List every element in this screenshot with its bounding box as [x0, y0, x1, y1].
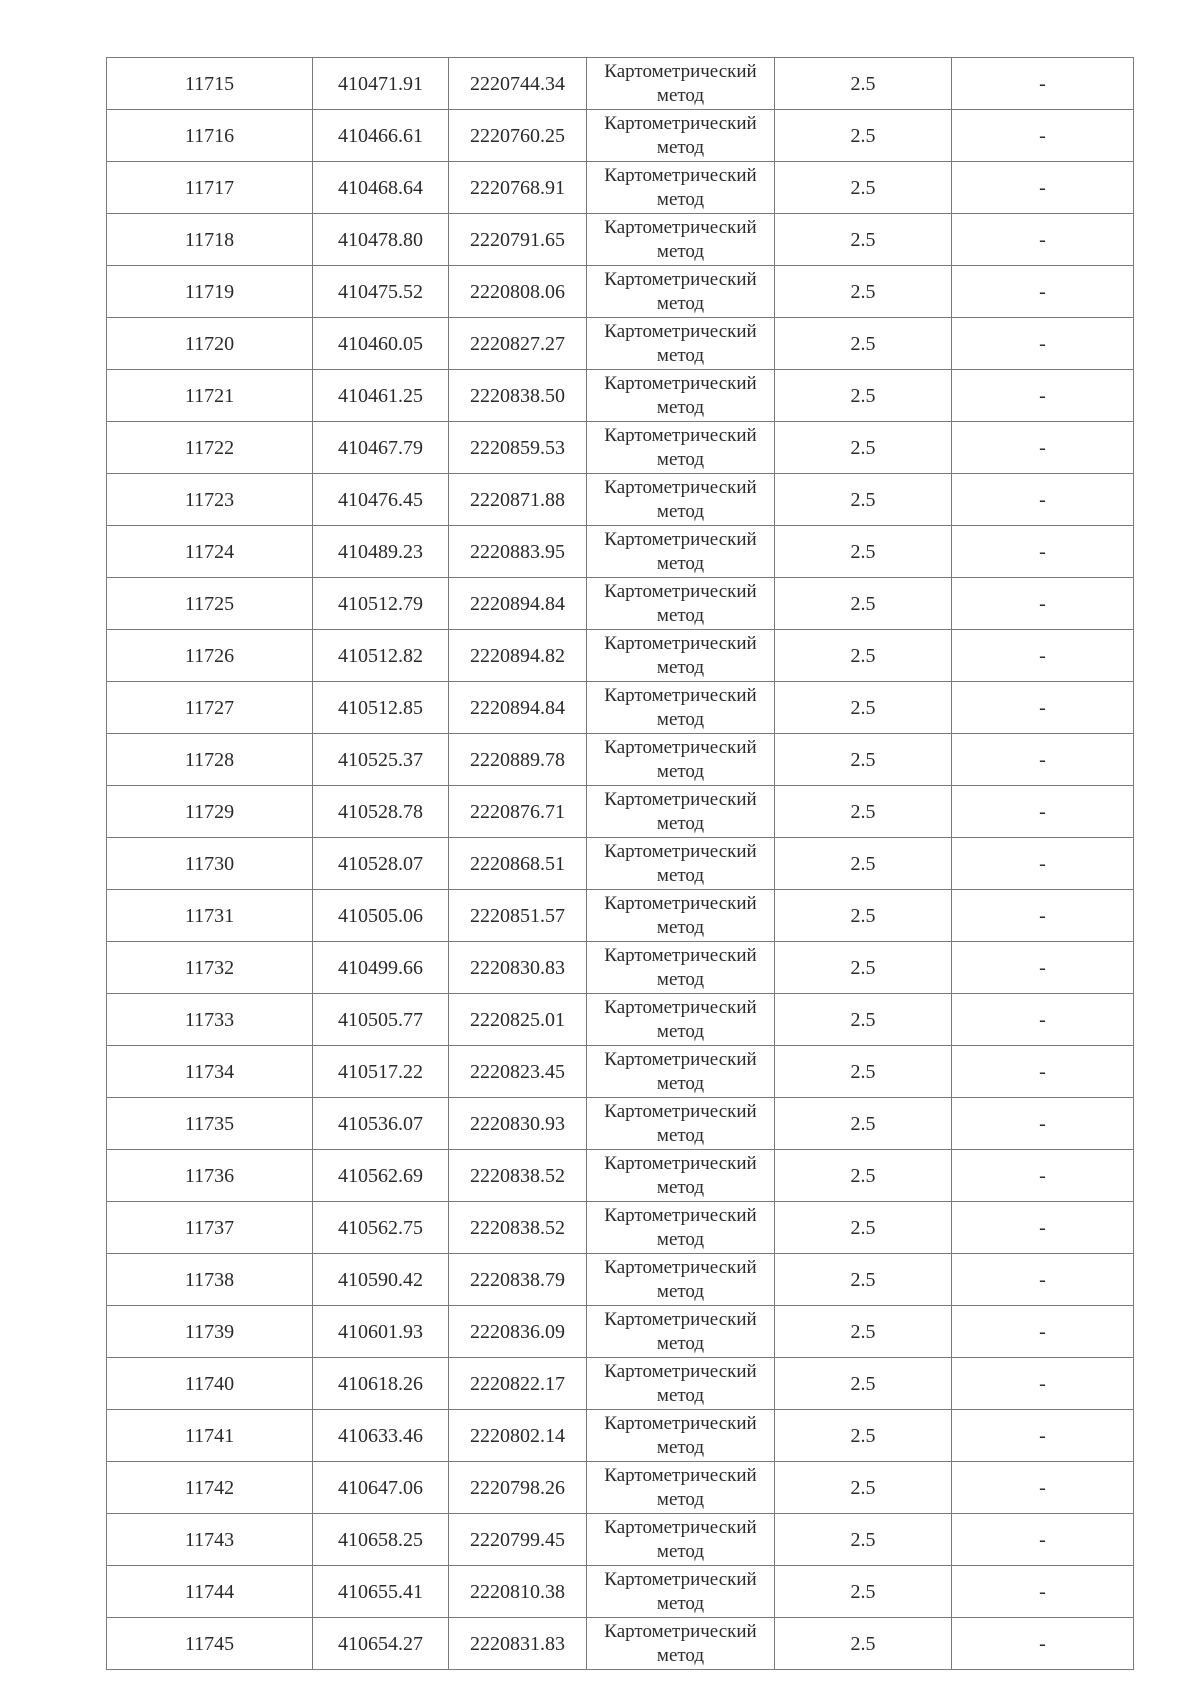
method-cell [587, 214, 775, 266]
method-text-line1: Картометрический [604, 1049, 757, 1070]
method-text-line1: Картометрический [604, 1569, 757, 1590]
table-row [107, 1618, 1134, 1670]
y-coordinate-cell: 2220894.82 [449, 630, 587, 682]
method-text-line2: метод [656, 1281, 705, 1302]
y-coordinate-cell: 2220838.52 [449, 1202, 587, 1254]
method-cell [587, 734, 775, 786]
point-number-cell: 11740 [107, 1358, 313, 1410]
method-cell [587, 786, 775, 838]
description-cell: - [952, 422, 1134, 474]
method-text-line2: метод [656, 345, 705, 366]
accuracy-cell: 2.5 [775, 1098, 952, 1150]
point-number-cell: 11735 [107, 1098, 313, 1150]
method-text-line2: метод [656, 1021, 705, 1042]
description-cell: - [952, 1098, 1134, 1150]
point-number-cell: 11718 [107, 214, 313, 266]
table-row [107, 474, 1134, 526]
description-cell: - [952, 58, 1134, 110]
y-coordinate-cell: 2220889.78 [449, 734, 587, 786]
description-cell: - [952, 890, 1134, 942]
table-row [107, 1358, 1134, 1410]
table-row [107, 1254, 1134, 1306]
point-number-cell: 11738 [107, 1254, 313, 1306]
x-coordinate-cell: 410658.25 [313, 1514, 449, 1566]
method-text-line2: метод [656, 397, 705, 418]
point-number-cell: 11721 [107, 370, 313, 422]
method-text-line2: метод [656, 1645, 705, 1666]
description-cell: - [952, 734, 1134, 786]
method-text-line1: Картометрический [604, 633, 757, 654]
y-coordinate-cell: 2220851.57 [449, 890, 587, 942]
method-text-line1: Картометрический [604, 1361, 757, 1382]
table-row [107, 1202, 1134, 1254]
y-coordinate-cell: 2220802.14 [449, 1410, 587, 1462]
method-cell [587, 1514, 775, 1566]
method-cell [587, 1046, 775, 1098]
table-row [107, 1150, 1134, 1202]
point-number-cell: 11744 [107, 1566, 313, 1618]
table-row [107, 734, 1134, 786]
point-number-cell: 11737 [107, 1202, 313, 1254]
description-cell: - [952, 1410, 1134, 1462]
x-coordinate-cell: 410489.23 [313, 526, 449, 578]
table-row [107, 266, 1134, 318]
x-coordinate-cell: 410505.06 [313, 890, 449, 942]
point-number-cell: 11723 [107, 474, 313, 526]
method-text-line2: метод [656, 85, 705, 106]
accuracy-cell: 2.5 [775, 58, 952, 110]
point-number-cell: 11739 [107, 1306, 313, 1358]
y-coordinate-cell: 2220823.45 [449, 1046, 587, 1098]
method-text-line2: метод [656, 969, 705, 990]
method-text-line1: Картометрический [604, 477, 757, 498]
description-cell: - [952, 994, 1134, 1046]
method-text-line1: Картометрический [604, 945, 757, 966]
method-text-line1: Картометрический [604, 113, 757, 134]
y-coordinate-cell: 2220859.53 [449, 422, 587, 474]
table-row [107, 422, 1134, 474]
point-number-cell: 11720 [107, 318, 313, 370]
method-text-line2: метод [656, 293, 705, 314]
method-cell [587, 1202, 775, 1254]
table-row [107, 890, 1134, 942]
method-text-line2: метод [656, 709, 705, 730]
table-row [107, 58, 1134, 110]
y-coordinate-cell: 2220836.09 [449, 1306, 587, 1358]
accuracy-cell: 2.5 [775, 786, 952, 838]
method-cell [587, 630, 775, 682]
x-coordinate-cell: 410512.85 [313, 682, 449, 734]
method-text-line2: метод [656, 1333, 705, 1354]
description-cell: - [952, 786, 1134, 838]
accuracy-cell: 2.5 [775, 370, 952, 422]
table-row [107, 786, 1134, 838]
x-coordinate-cell: 410512.79 [313, 578, 449, 630]
description-cell: - [952, 1150, 1134, 1202]
method-text-line1: Картометрический [604, 1309, 757, 1330]
description-cell: - [952, 474, 1134, 526]
point-number-cell: 11719 [107, 266, 313, 318]
method-text-line2: метод [656, 449, 705, 470]
accuracy-cell: 2.5 [775, 474, 952, 526]
y-coordinate-cell: 2220791.65 [449, 214, 587, 266]
point-number-cell: 11728 [107, 734, 313, 786]
description-cell: - [952, 1514, 1134, 1566]
x-coordinate-cell: 410460.05 [313, 318, 449, 370]
y-coordinate-cell: 2220894.84 [449, 682, 587, 734]
x-coordinate-cell: 410467.79 [313, 422, 449, 474]
accuracy-cell: 2.5 [775, 266, 952, 318]
method-cell [587, 942, 775, 994]
method-text-line1: Картометрический [604, 893, 757, 914]
y-coordinate-cell: 2220830.83 [449, 942, 587, 994]
method-text-line2: метод [656, 137, 705, 158]
method-cell [587, 578, 775, 630]
y-coordinate-cell: 2220876.71 [449, 786, 587, 838]
accuracy-cell: 2.5 [775, 994, 952, 1046]
method-text-line2: метод [656, 1125, 705, 1146]
method-text-line2: метод [656, 1177, 705, 1198]
y-coordinate-cell: 2220799.45 [449, 1514, 587, 1566]
y-coordinate-cell: 2220831.83 [449, 1618, 587, 1670]
x-coordinate-cell: 410471.91 [313, 58, 449, 110]
table-row [107, 1410, 1134, 1462]
table-row [107, 318, 1134, 370]
table-row [107, 1098, 1134, 1150]
method-cell [587, 318, 775, 370]
description-cell: - [952, 1618, 1134, 1670]
accuracy-cell: 2.5 [775, 1410, 952, 1462]
method-text-line1: Картометрический [604, 789, 757, 810]
method-text-line1: Картометрический [604, 165, 757, 186]
point-number-cell: 11724 [107, 526, 313, 578]
table-row [107, 1046, 1134, 1098]
x-coordinate-cell: 410468.64 [313, 162, 449, 214]
accuracy-cell: 2.5 [775, 1462, 952, 1514]
method-text-line2: метод [656, 917, 705, 938]
point-number-cell: 11729 [107, 786, 313, 838]
method-text-line1: Картометрический [604, 425, 757, 446]
method-text-line2: метод [656, 1437, 705, 1458]
x-coordinate-cell: 410601.93 [313, 1306, 449, 1358]
method-cell [587, 1254, 775, 1306]
y-coordinate-cell: 2220838.79 [449, 1254, 587, 1306]
accuracy-cell: 2.5 [775, 1046, 952, 1098]
x-coordinate-cell: 410528.78 [313, 786, 449, 838]
method-cell [587, 838, 775, 890]
method-text-line2: метод [656, 1073, 705, 1094]
y-coordinate-cell: 2220822.17 [449, 1358, 587, 1410]
method-text-line1: Картометрический [604, 1153, 757, 1174]
table-row [107, 1462, 1134, 1514]
description-cell: - [952, 1462, 1134, 1514]
method-cell [587, 1462, 775, 1514]
accuracy-cell: 2.5 [775, 526, 952, 578]
method-text-line2: метод [656, 865, 705, 886]
description-cell: - [952, 214, 1134, 266]
y-coordinate-cell: 2220868.51 [449, 838, 587, 890]
point-number-cell: 11726 [107, 630, 313, 682]
accuracy-cell: 2.5 [775, 578, 952, 630]
y-coordinate-cell: 2220808.06 [449, 266, 587, 318]
accuracy-cell: 2.5 [775, 214, 952, 266]
accuracy-cell: 2.5 [775, 1202, 952, 1254]
coordinates-table [106, 57, 1134, 1670]
x-coordinate-cell: 410461.25 [313, 370, 449, 422]
table-row [107, 526, 1134, 578]
x-coordinate-cell: 410562.69 [313, 1150, 449, 1202]
accuracy-cell: 2.5 [775, 942, 952, 994]
method-text-line1: Картометрический [604, 1205, 757, 1226]
x-coordinate-cell: 410647.06 [313, 1462, 449, 1514]
table-row [107, 994, 1134, 1046]
accuracy-cell: 2.5 [775, 838, 952, 890]
method-cell [587, 474, 775, 526]
x-coordinate-cell: 410475.52 [313, 266, 449, 318]
point-number-cell: 11725 [107, 578, 313, 630]
method-text-line1: Картометрический [604, 581, 757, 602]
description-cell: - [952, 318, 1134, 370]
point-number-cell: 11716 [107, 110, 313, 162]
description-cell: - [952, 526, 1134, 578]
accuracy-cell: 2.5 [775, 1358, 952, 1410]
description-cell: - [952, 1358, 1134, 1410]
y-coordinate-cell: 2220768.91 [449, 162, 587, 214]
method-text-line1: Картометрический [604, 1465, 757, 1486]
description-cell: - [952, 630, 1134, 682]
y-coordinate-cell: 2220798.26 [449, 1462, 587, 1514]
x-coordinate-cell: 410466.61 [313, 110, 449, 162]
accuracy-cell: 2.5 [775, 1618, 952, 1670]
method-text-line1: Картометрический [604, 737, 757, 758]
description-cell: - [952, 162, 1134, 214]
point-number-cell: 11736 [107, 1150, 313, 1202]
method-text-line2: метод [656, 241, 705, 262]
method-cell [587, 422, 775, 474]
method-text-line1: Картометрический [604, 61, 757, 82]
table-row [107, 838, 1134, 890]
x-coordinate-cell: 410536.07 [313, 1098, 449, 1150]
method-text-line1: Картометрический [604, 685, 757, 706]
method-text-line2: метод [656, 1229, 705, 1250]
method-text-line1: Картометрический [604, 841, 757, 862]
point-number-cell: 11741 [107, 1410, 313, 1462]
method-text-line2: метод [656, 1489, 705, 1510]
method-text-line2: метод [656, 501, 705, 522]
point-number-cell: 11715 [107, 58, 313, 110]
y-coordinate-cell: 2220827.27 [449, 318, 587, 370]
point-number-cell: 11743 [107, 1514, 313, 1566]
accuracy-cell: 2.5 [775, 1150, 952, 1202]
accuracy-cell: 2.5 [775, 318, 952, 370]
description-cell: - [952, 1306, 1134, 1358]
description-cell: - [952, 682, 1134, 734]
y-coordinate-cell: 2220838.50 [449, 370, 587, 422]
method-text-line2: метод [656, 189, 705, 210]
method-text-line1: Картометрический [604, 321, 757, 342]
method-text-line2: метод [656, 1385, 705, 1406]
y-coordinate-cell: 2220825.01 [449, 994, 587, 1046]
point-number-cell: 11731 [107, 890, 313, 942]
method-cell [587, 1618, 775, 1670]
method-cell [587, 266, 775, 318]
accuracy-cell: 2.5 [775, 162, 952, 214]
x-coordinate-cell: 410505.77 [313, 994, 449, 1046]
accuracy-cell: 2.5 [775, 110, 952, 162]
table-row [107, 110, 1134, 162]
accuracy-cell: 2.5 [775, 1514, 952, 1566]
x-coordinate-cell: 410478.80 [313, 214, 449, 266]
x-coordinate-cell: 410633.46 [313, 1410, 449, 1462]
point-number-cell: 11732 [107, 942, 313, 994]
method-cell [587, 682, 775, 734]
accuracy-cell: 2.5 [775, 1254, 952, 1306]
table-row [107, 370, 1134, 422]
y-coordinate-cell: 2220894.84 [449, 578, 587, 630]
y-coordinate-cell: 2220760.25 [449, 110, 587, 162]
x-coordinate-cell: 410655.41 [313, 1566, 449, 1618]
description-cell: - [952, 838, 1134, 890]
method-text-line2: метод [656, 605, 705, 626]
table-row [107, 1514, 1134, 1566]
accuracy-cell: 2.5 [775, 422, 952, 474]
description-cell: - [952, 1566, 1134, 1618]
accuracy-cell: 2.5 [775, 1306, 952, 1358]
method-text-line1: Картометрический [604, 997, 757, 1018]
description-cell: - [952, 110, 1134, 162]
point-number-cell: 11730 [107, 838, 313, 890]
x-coordinate-cell: 410654.27 [313, 1618, 449, 1670]
method-text-line2: метод [656, 1593, 705, 1614]
x-coordinate-cell: 410528.07 [313, 838, 449, 890]
point-number-cell: 11733 [107, 994, 313, 1046]
method-text-line1: Картометрический [604, 1621, 757, 1642]
table-row [107, 578, 1134, 630]
table-row [107, 682, 1134, 734]
point-number-cell: 11742 [107, 1462, 313, 1514]
method-cell [587, 890, 775, 942]
description-cell: - [952, 1202, 1134, 1254]
x-coordinate-cell: 410618.26 [313, 1358, 449, 1410]
method-text-line2: метод [656, 657, 705, 678]
table-row [107, 162, 1134, 214]
x-coordinate-cell: 410562.75 [313, 1202, 449, 1254]
method-text-line1: Картометрический [604, 1257, 757, 1278]
method-text-line2: метод [656, 813, 705, 834]
accuracy-cell: 2.5 [775, 734, 952, 786]
method-cell [587, 1306, 775, 1358]
x-coordinate-cell: 410476.45 [313, 474, 449, 526]
method-cell [587, 526, 775, 578]
description-cell: - [952, 1046, 1134, 1098]
table-row [107, 942, 1134, 994]
point-number-cell: 11722 [107, 422, 313, 474]
point-number-cell: 11727 [107, 682, 313, 734]
y-coordinate-cell: 2220744.34 [449, 58, 587, 110]
method-text-line2: метод [656, 1541, 705, 1562]
method-cell [587, 58, 775, 110]
method-cell [587, 994, 775, 1046]
method-cell [587, 162, 775, 214]
accuracy-cell: 2.5 [775, 890, 952, 942]
table-row [107, 1306, 1134, 1358]
method-text-line1: Картометрический [604, 373, 757, 394]
method-text-line1: Картометрический [604, 217, 757, 238]
method-cell [587, 370, 775, 422]
y-coordinate-cell: 2220838.52 [449, 1150, 587, 1202]
method-text-line2: метод [656, 553, 705, 574]
x-coordinate-cell: 410525.37 [313, 734, 449, 786]
method-text-line1: Картометрический [604, 269, 757, 290]
point-number-cell: 11745 [107, 1618, 313, 1670]
description-cell: - [952, 1254, 1134, 1306]
description-cell: - [952, 370, 1134, 422]
accuracy-cell: 2.5 [775, 1566, 952, 1618]
description-cell: - [952, 266, 1134, 318]
description-cell: - [952, 578, 1134, 630]
y-coordinate-cell: 2220883.95 [449, 526, 587, 578]
method-cell [587, 110, 775, 162]
point-number-cell: 11734 [107, 1046, 313, 1098]
coordinates-table-body [107, 58, 1134, 1670]
y-coordinate-cell: 2220810.38 [449, 1566, 587, 1618]
method-cell [587, 1410, 775, 1462]
table-row [107, 214, 1134, 266]
x-coordinate-cell: 410517.22 [313, 1046, 449, 1098]
point-number-cell: 11717 [107, 162, 313, 214]
method-text-line1: Картометрический [604, 1413, 757, 1434]
method-cell [587, 1566, 775, 1618]
x-coordinate-cell: 410512.82 [313, 630, 449, 682]
method-text-line1: Картометрический [604, 1101, 757, 1122]
x-coordinate-cell: 410499.66 [313, 942, 449, 994]
method-text-line2: метод [656, 761, 705, 782]
table-row [107, 1566, 1134, 1618]
method-cell [587, 1358, 775, 1410]
description-cell: - [952, 942, 1134, 994]
y-coordinate-cell: 2220830.93 [449, 1098, 587, 1150]
x-coordinate-cell: 410590.42 [313, 1254, 449, 1306]
y-coordinate-cell: 2220871.88 [449, 474, 587, 526]
method-text-line1: Картометрический [604, 529, 757, 550]
accuracy-cell: 2.5 [775, 682, 952, 734]
method-cell [587, 1098, 775, 1150]
accuracy-cell: 2.5 [775, 630, 952, 682]
table-row [107, 630, 1134, 682]
method-cell [587, 1150, 775, 1202]
method-text-line1: Картометрический [604, 1517, 757, 1538]
